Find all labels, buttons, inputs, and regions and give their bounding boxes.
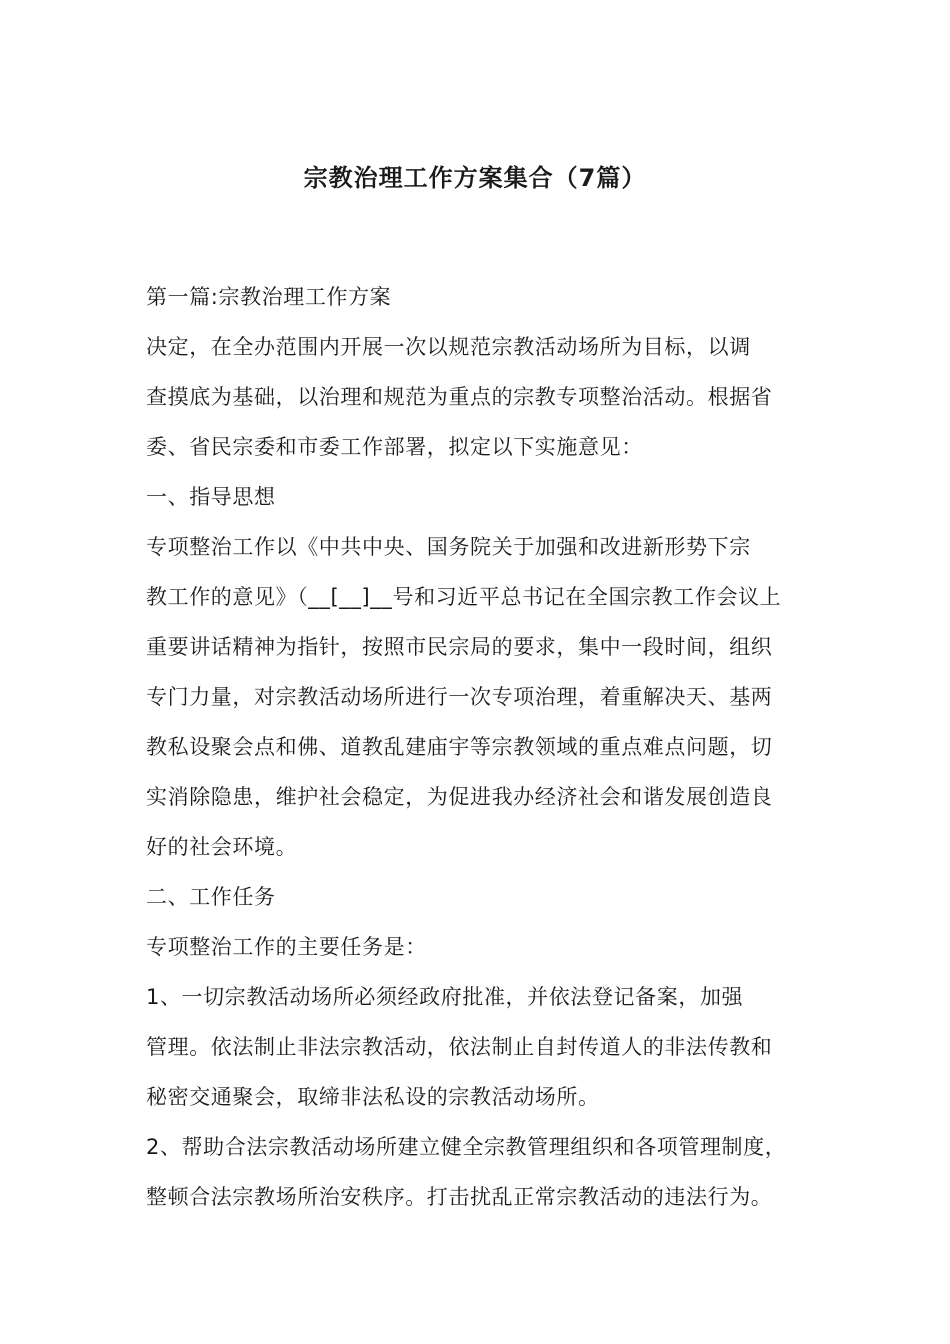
section-heading-1: 第一篇:宗教治理工作方案 bbox=[146, 285, 392, 309]
section-heading-guiding-thought: 一、指导思想 bbox=[146, 485, 276, 509]
list-item-2: 2、帮助合法宗教活动场所建立健全宗教管理组织和各项管理制度， bbox=[146, 1135, 787, 1159]
section-heading-work-tasks: 二、工作任务 bbox=[146, 885, 276, 909]
paragraph-line: 重要讲话精神为指针，按照市民宗局的要求，集中一段时间，组织 bbox=[146, 635, 773, 659]
paragraph-line: 专项整治工作以《中共中央、国务院关于加强和改进新形势下宗 bbox=[146, 535, 751, 559]
paragraph-line: 委、省民宗委和市委工作部署，拟定以下实施意见： bbox=[146, 435, 643, 459]
paragraph-line: 实消除隐患，维护社会稳定，为促进我办经济社会和谐发展创造良 bbox=[146, 785, 773, 809]
paragraph-line: 管理。依法制止非法宗教活动，依法制止自封传道人的非法传教和 bbox=[146, 1035, 773, 1059]
paragraph-line: 好的社会环境。 bbox=[146, 835, 298, 859]
paragraph-line: 决定，在全办范围内开展一次以规范宗教活动场所为目标，以调 bbox=[146, 335, 751, 359]
paragraph-line: 专项整治工作的主要任务是： bbox=[146, 935, 427, 959]
paragraph-line: 秘密交通聚会，取缔非法私设的宗教活动场所。 bbox=[146, 1085, 600, 1109]
document-title: 宗教治理工作方案集合（7篇） bbox=[303, 164, 647, 192]
paragraph-line: 查摸底为基础，以治理和规范为重点的宗教专项整治活动。根据省 bbox=[146, 385, 773, 409]
list-item-1: 1、一切宗教活动场所必须经政府批准，并依法登记备案，加强 bbox=[146, 985, 744, 1009]
paragraph-line: 整顿合法宗教场所治安秩序。打击扰乱正常宗教活动的违法行为。 bbox=[146, 1185, 773, 1209]
paragraph-line: 教私设聚会点和佛、道教乱建庙宇等宗教领域的重点难点问题，切 bbox=[146, 735, 773, 759]
paragraph-line: 教工作的意见》（__[__]__号和习近平总书记在全国宗教工作会议上 bbox=[146, 585, 782, 609]
paragraph-line: 专门力量，对宗教活动场所进行一次专项治理，着重解决天、基两 bbox=[146, 685, 773, 709]
